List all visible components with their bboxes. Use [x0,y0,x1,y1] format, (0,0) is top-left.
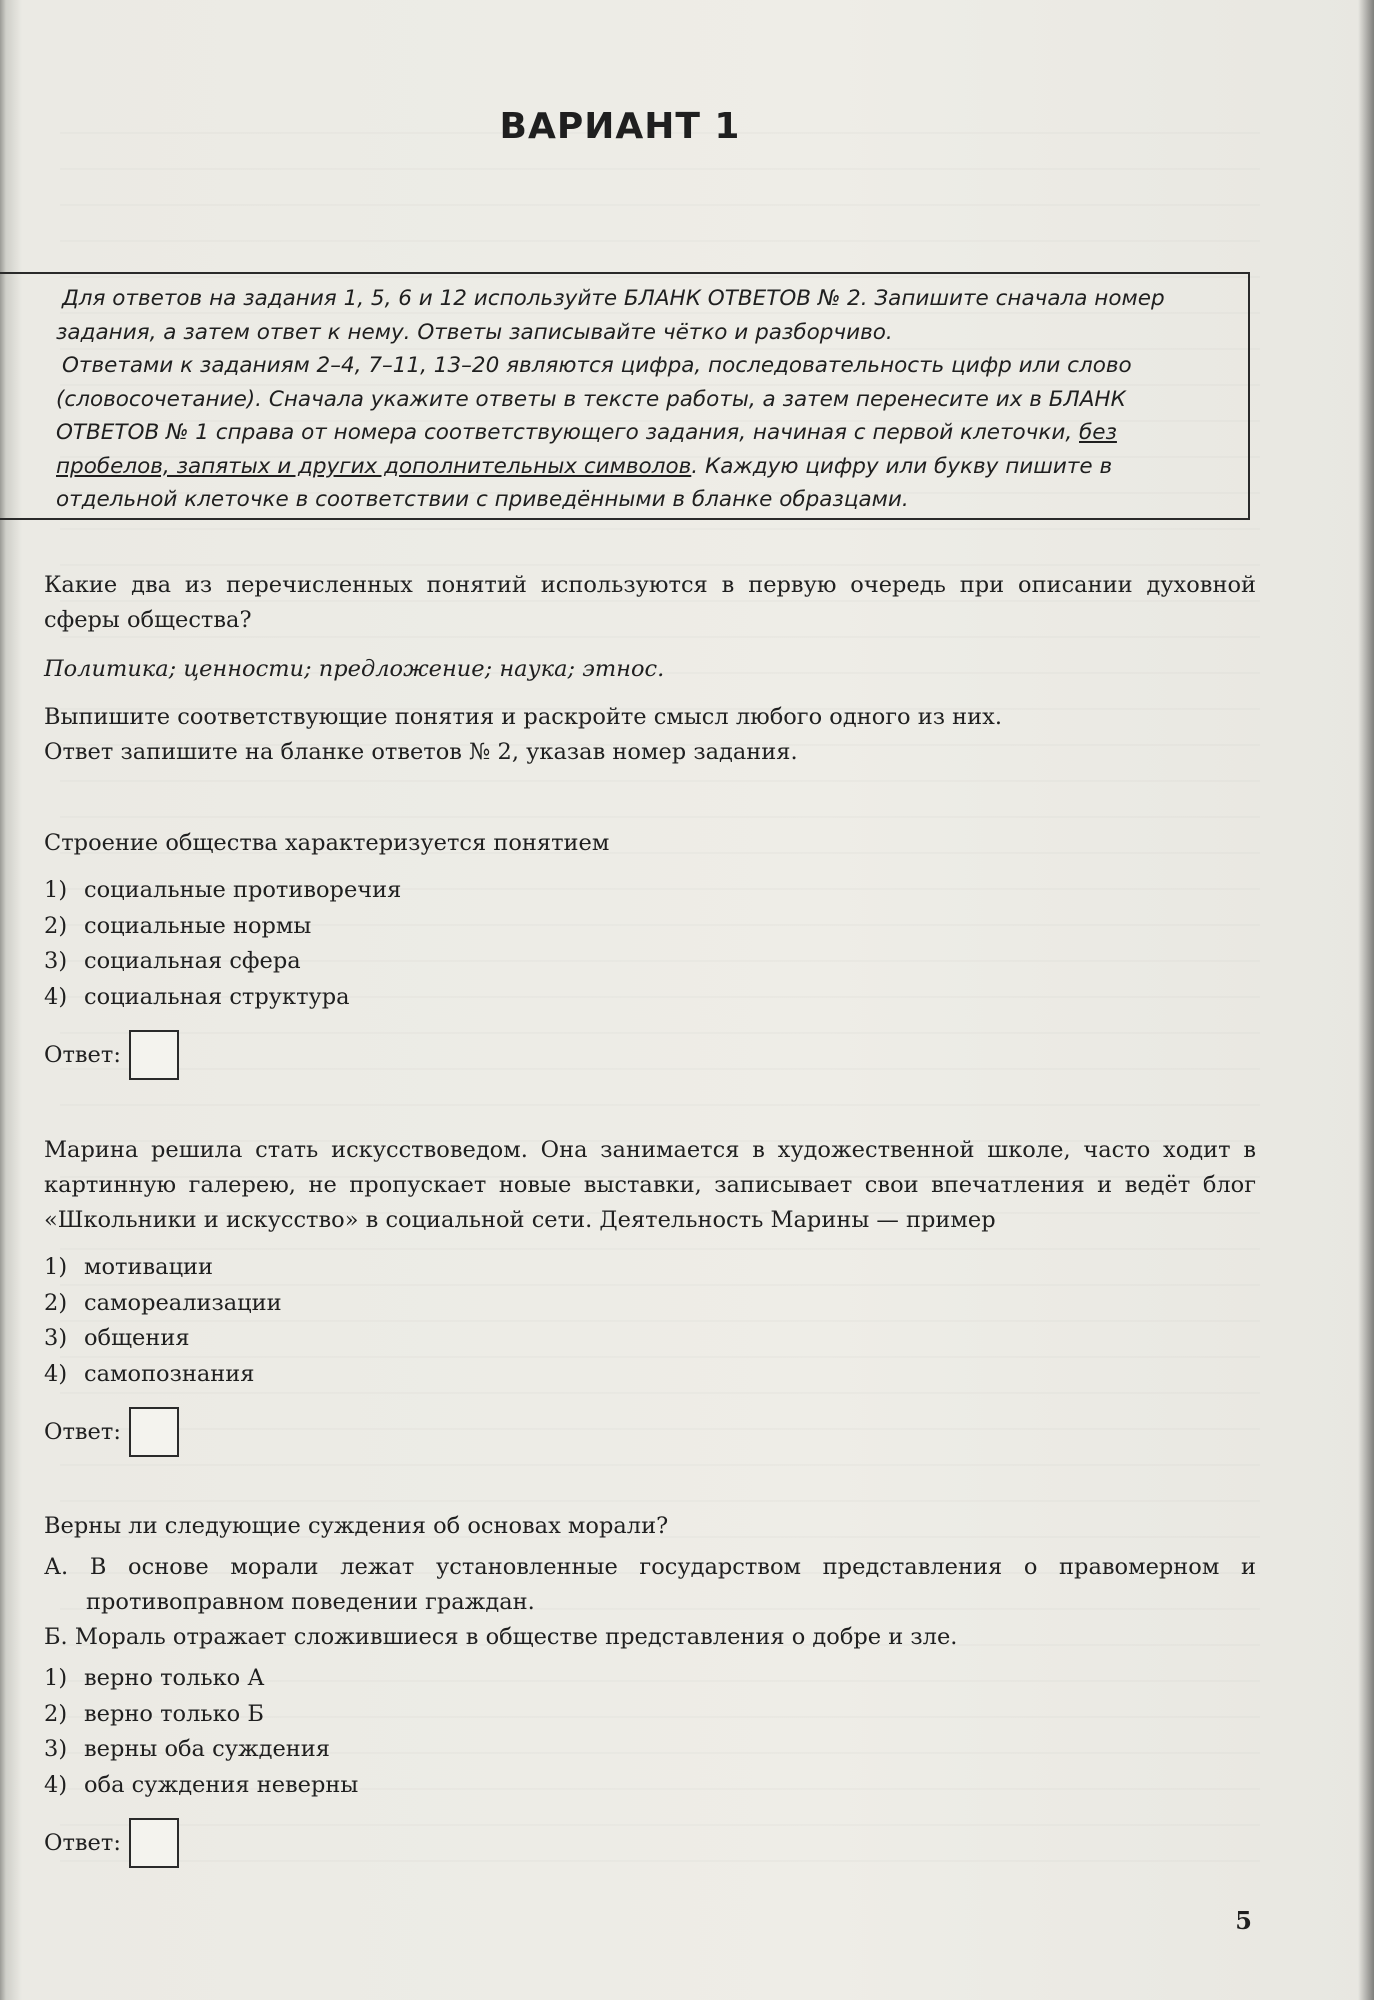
task-3 [44,1133,1256,1460]
option-text: мотивации [84,1254,214,1280]
task-1-instruction-2: Ответ запишите на бланке ответов № 2, указав номер задания. [44,739,798,765]
option-number: 2) [44,912,68,939]
task-2-option-4 [44,980,1256,1016]
page-edge-shadow [1358,0,1374,2000]
task-4 [44,1509,1256,1871]
instructions-p2-underlined: без пробелов, запятых и других дополнительных символов [56,420,1117,479]
option-number: 3) [44,1325,68,1351]
instructions-p2-start: Ответами к заданиям 2–4, 7–11, 13–20 являются цифра, последовательность цифр или слово (словосочетание). Сначала укажите ответы в тексте работы, а затем перенесите их в БЛАНК ОТВЕТОВ № 1 справа от номера соответствующего задания, начиная с первой клеточки, [56,353,1132,445]
option-text: верны оба суждения [84,1736,330,1762]
page-number: 5 [1235,1906,1252,1935]
task-4-judgement-b: Б. Мораль отражает сложившиеся в обществе представления о добре и зле. [44,1624,958,1650]
task-2-answer [44,1027,1256,1083]
task-1-instruction-1: Выпишите соответствующие понятия и раскройте смысл любого одного из них. [44,704,1002,730]
option-number: 1) [44,1254,68,1280]
task-4-judgement-a: А. В основе морали лежат установленные государством представления о правомерном и противоправном поведении граждан. [44,1554,1256,1615]
task-2-answer-box[interactable] [129,1030,179,1080]
instructions-p2-end: . Каждую цифру или букву пишите в отдельной клеточке в соответствии с приведёнными в бланке образцами. [56,453,1113,512]
option-number: 2) [44,1700,68,1727]
task-2-question: Строение общества характеризуется понятием [44,830,610,856]
task-2-option-2 [44,909,1256,945]
task-3-option-3 [44,1321,1256,1357]
instructions-box [0,272,1250,520]
instructions-paragraph-2 [56,349,1234,517]
task-1-concepts: Политика; ценности; предложение; наука; этнос. [44,656,665,682]
option-number: 4) [44,1771,68,1798]
task-2-option-1 [44,873,1256,909]
option-number: 2) [44,1289,68,1316]
task-3-answer-box[interactable] [129,1407,179,1457]
option-number: 3) [44,1736,68,1762]
task-4-option-1 [44,1661,1256,1697]
task-3-option-1 [44,1250,1256,1286]
task-2-option-3 [44,944,1256,980]
task-3-answer [44,1404,1256,1460]
option-text: социальные нормы [84,912,312,939]
task-3-option-4 [44,1357,1256,1393]
option-text: социальные противоречия [84,877,402,903]
option-text: самопознания [84,1360,255,1387]
task-4-option-2 [44,1697,1256,1733]
option-text: верно только А [84,1665,265,1691]
instructions-paragraph-1: Для ответов на задания 1, 5, 6 и 12 используйте БЛАНК ОТВЕТОВ № 2. Запишите сначала номер задания, а затем ответ к нему. Ответы записывайте чётко и разборчиво. [56,286,1165,345]
task-2 [44,826,1256,1083]
answer-label: Ответ: [44,1042,121,1068]
task-4-options [44,1661,1256,1803]
variant-title: ВАРИАНТ 1 [499,106,741,147]
option-number: 1) [44,1665,68,1691]
task-1-question: Какие два из перечисленных понятий используются в первую очередь при описании духовной сферы общества? [44,572,1256,633]
task-3-question: Марина решила стать искусствоведом. Она занимается в художественной школе, часто ходит в картинную галерею, не пропускает новые выставки, записывает свои впечатления и ведёт блог «Школьники и искусство» в социальной сети. Деятельность Марины — пример [44,1137,1256,1233]
task-1 [44,568,1256,770]
task-4-option-3 [44,1732,1256,1768]
option-text: оба суждения неверны [84,1771,359,1798]
task-3-options [44,1250,1256,1392]
option-number: 4) [44,983,68,1010]
task-2-options [44,873,1256,1015]
answer-label: Ответ: [44,1419,121,1445]
option-number: 3) [44,948,68,974]
task-4-answer-box[interactable] [129,1818,179,1868]
task-3-option-2 [44,1286,1256,1322]
task-4-question: Верны ли следующие суждения об основах морали? [44,1513,669,1539]
task-4-option-4 [44,1768,1256,1804]
option-number: 4) [44,1360,68,1387]
option-text: самореализации [84,1289,282,1316]
answer-label: Ответ: [44,1830,121,1856]
option-text: социальная структура [84,983,350,1010]
task-4-answer [44,1815,1256,1871]
option-text: социальная сфера [84,948,301,974]
option-text: верно только Б [84,1700,264,1727]
option-text: общения [84,1325,190,1351]
option-number: 1) [44,877,68,903]
